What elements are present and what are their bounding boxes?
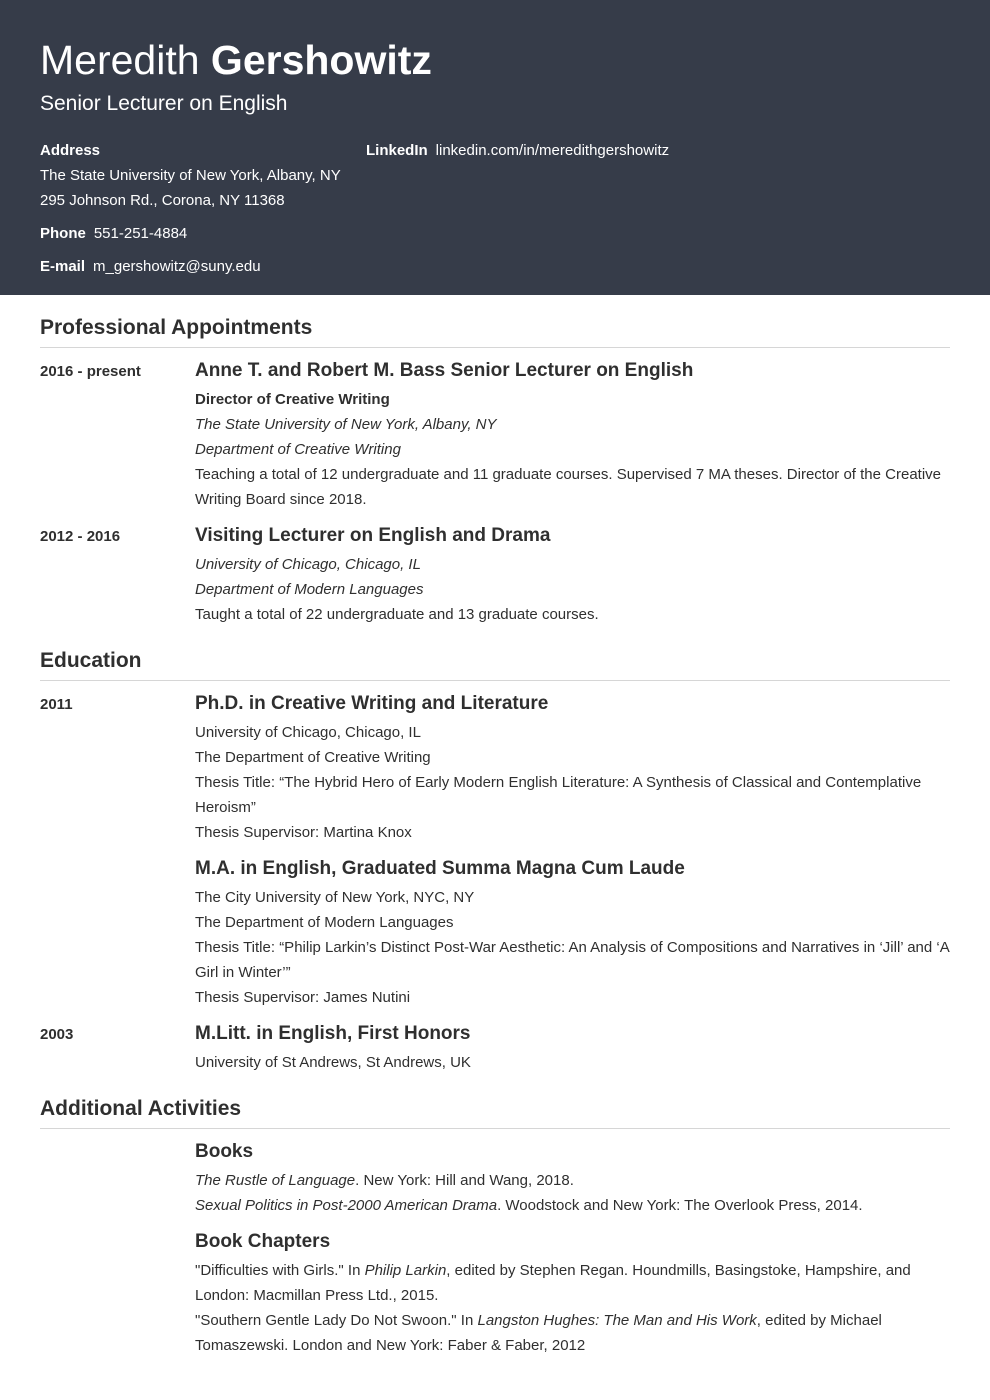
education-date: 2003: [40, 1026, 74, 1043]
appointment-institution: The State University of New York, Albany, NY: [195, 416, 497, 433]
appointment-role: Director of Creative Writing: [195, 391, 390, 408]
education-entry: [195, 857, 950, 1010]
appointment-department: Department of Creative Writing: [195, 441, 401, 458]
email-value: m_gershowitz@suny.edu: [93, 258, 261, 275]
linkedin-row: [366, 142, 669, 160]
first-name: Meredith: [40, 37, 200, 83]
chapter-name: "Difficulties with Girls." In: [195, 1262, 365, 1279]
full-name: [40, 36, 432, 84]
appointment-description: Taught a total of 22 undergraduate and 13 graduate courses.: [195, 606, 599, 623]
degree-supervisor: Thesis Supervisor: James Nutini: [195, 989, 411, 1006]
chapter-publication: , edited by Michael Tomaszewski. London and New York: Faber & Faber, 2012: [195, 1312, 882, 1354]
book-publication: . Woodstock and New York: The Overlook Press, 2014.: [497, 1197, 863, 1214]
chapter-book-title: Philip Larkin: [364, 1262, 447, 1279]
activities-heading: Additional Activities: [40, 1096, 950, 1129]
chapters-block: [195, 1230, 950, 1358]
degree-institution: The City University of New York, NYC, NY: [195, 889, 475, 906]
appointment-department: Department of Modern Languages: [195, 581, 424, 598]
books-block: [195, 1140, 950, 1218]
degree-institution: University of St Andrews, St Andrews, UK: [195, 1054, 471, 1071]
chapter-item: [195, 1258, 950, 1308]
degree-department: The Department of Modern Languages: [195, 914, 454, 931]
chapters-title: Book Chapters: [195, 1231, 331, 1252]
education-date: 2011: [40, 696, 73, 713]
degree-thesis: Thesis Title: “The Hybrid Hero of Early Modern English Literature: A Synthesis of Classical and Contemplative Heroism”: [195, 774, 922, 816]
appointment-description: Teaching a total of 12 undergraduate and 11 graduate courses. Supervised 7 MA theses. Director of the Creative Writing Board since 2018.: [195, 466, 942, 508]
linkedin-value: linkedin.com/in/meredithgershowitz: [435, 142, 670, 159]
appointment-institution: University of Chicago, Chicago, IL: [195, 556, 421, 573]
degree-department: The Department of Creative Writing: [195, 749, 431, 766]
address-line-1: The State University of New York, Albany, NY: [40, 167, 341, 184]
phone-row: [40, 225, 187, 243]
address-label: Address: [40, 142, 101, 159]
degree-thesis: Thesis Title: “Philip Larkin’s Distinct Post-War Aesthetic: An Analysis of Compositions and Narratives in ‘Jill’ and ‘A Girl in Winter’”: [195, 939, 949, 981]
last-name: Gershowitz: [210, 37, 432, 83]
appointment-date: 2012 - 2016: [40, 528, 121, 545]
degree-institution: University of Chicago, Chicago, IL: [195, 724, 421, 741]
degree-title: Ph.D. in Creative Writing and Literature: [195, 693, 549, 714]
chapter-name: "Southern Gentle Lady Do Not Swoon." In: [195, 1312, 478, 1329]
appointment-entry: [195, 359, 950, 512]
book-item: [195, 1193, 950, 1218]
degree-title: M.A. in English, Graduated Summa Magna Cum Laude: [195, 858, 685, 879]
email-label: E-mail: [40, 258, 86, 275]
appointment-title: Anne T. and Robert M. Bass Senior Lecturer on English: [195, 360, 694, 381]
appointments-heading: Professional Appointments: [40, 315, 950, 348]
book-item: [195, 1168, 950, 1193]
appointment-entry: [195, 524, 950, 627]
books-title: Books: [195, 1141, 254, 1162]
book-publication: . New York: Hill and Wang, 2018.: [355, 1172, 574, 1189]
education-entry: [195, 692, 950, 845]
degree-supervisor: Thesis Supervisor: Martina Knox: [195, 824, 412, 841]
book-work-title: The Rustle of Language: [195, 1172, 356, 1189]
phone-label: Phone: [40, 225, 86, 242]
appointment-date: 2016 - present: [40, 363, 141, 380]
appointment-title: Visiting Lecturer on English and Drama: [195, 525, 551, 546]
email-row: [40, 258, 261, 276]
book-work-title: Sexual Politics in Post-2000 American Drama: [195, 1197, 498, 1214]
linkedin-label: LinkedIn: [366, 142, 428, 159]
phone-value: 551-251-4884: [93, 225, 188, 242]
degree-title: M.Litt. in English, First Honors: [195, 1023, 471, 1044]
chapter-item: [195, 1308, 950, 1358]
chapter-publication: , edited by Stephen Regan. Houndmills, Basingstoke, Hampshire, and London: Macmillan Press Ltd., 2015.: [195, 1262, 911, 1304]
resume-header: [0, 0, 990, 295]
job-title: Senior Lecturer on English: [40, 92, 288, 115]
address-line-2: 295 Johnson Rd., Corona, NY 11368: [40, 192, 285, 209]
chapter-book-title: Langston Hughes: The Man and His Work: [477, 1312, 757, 1329]
education-entry: [195, 1022, 950, 1075]
education-heading: Education: [40, 648, 950, 681]
